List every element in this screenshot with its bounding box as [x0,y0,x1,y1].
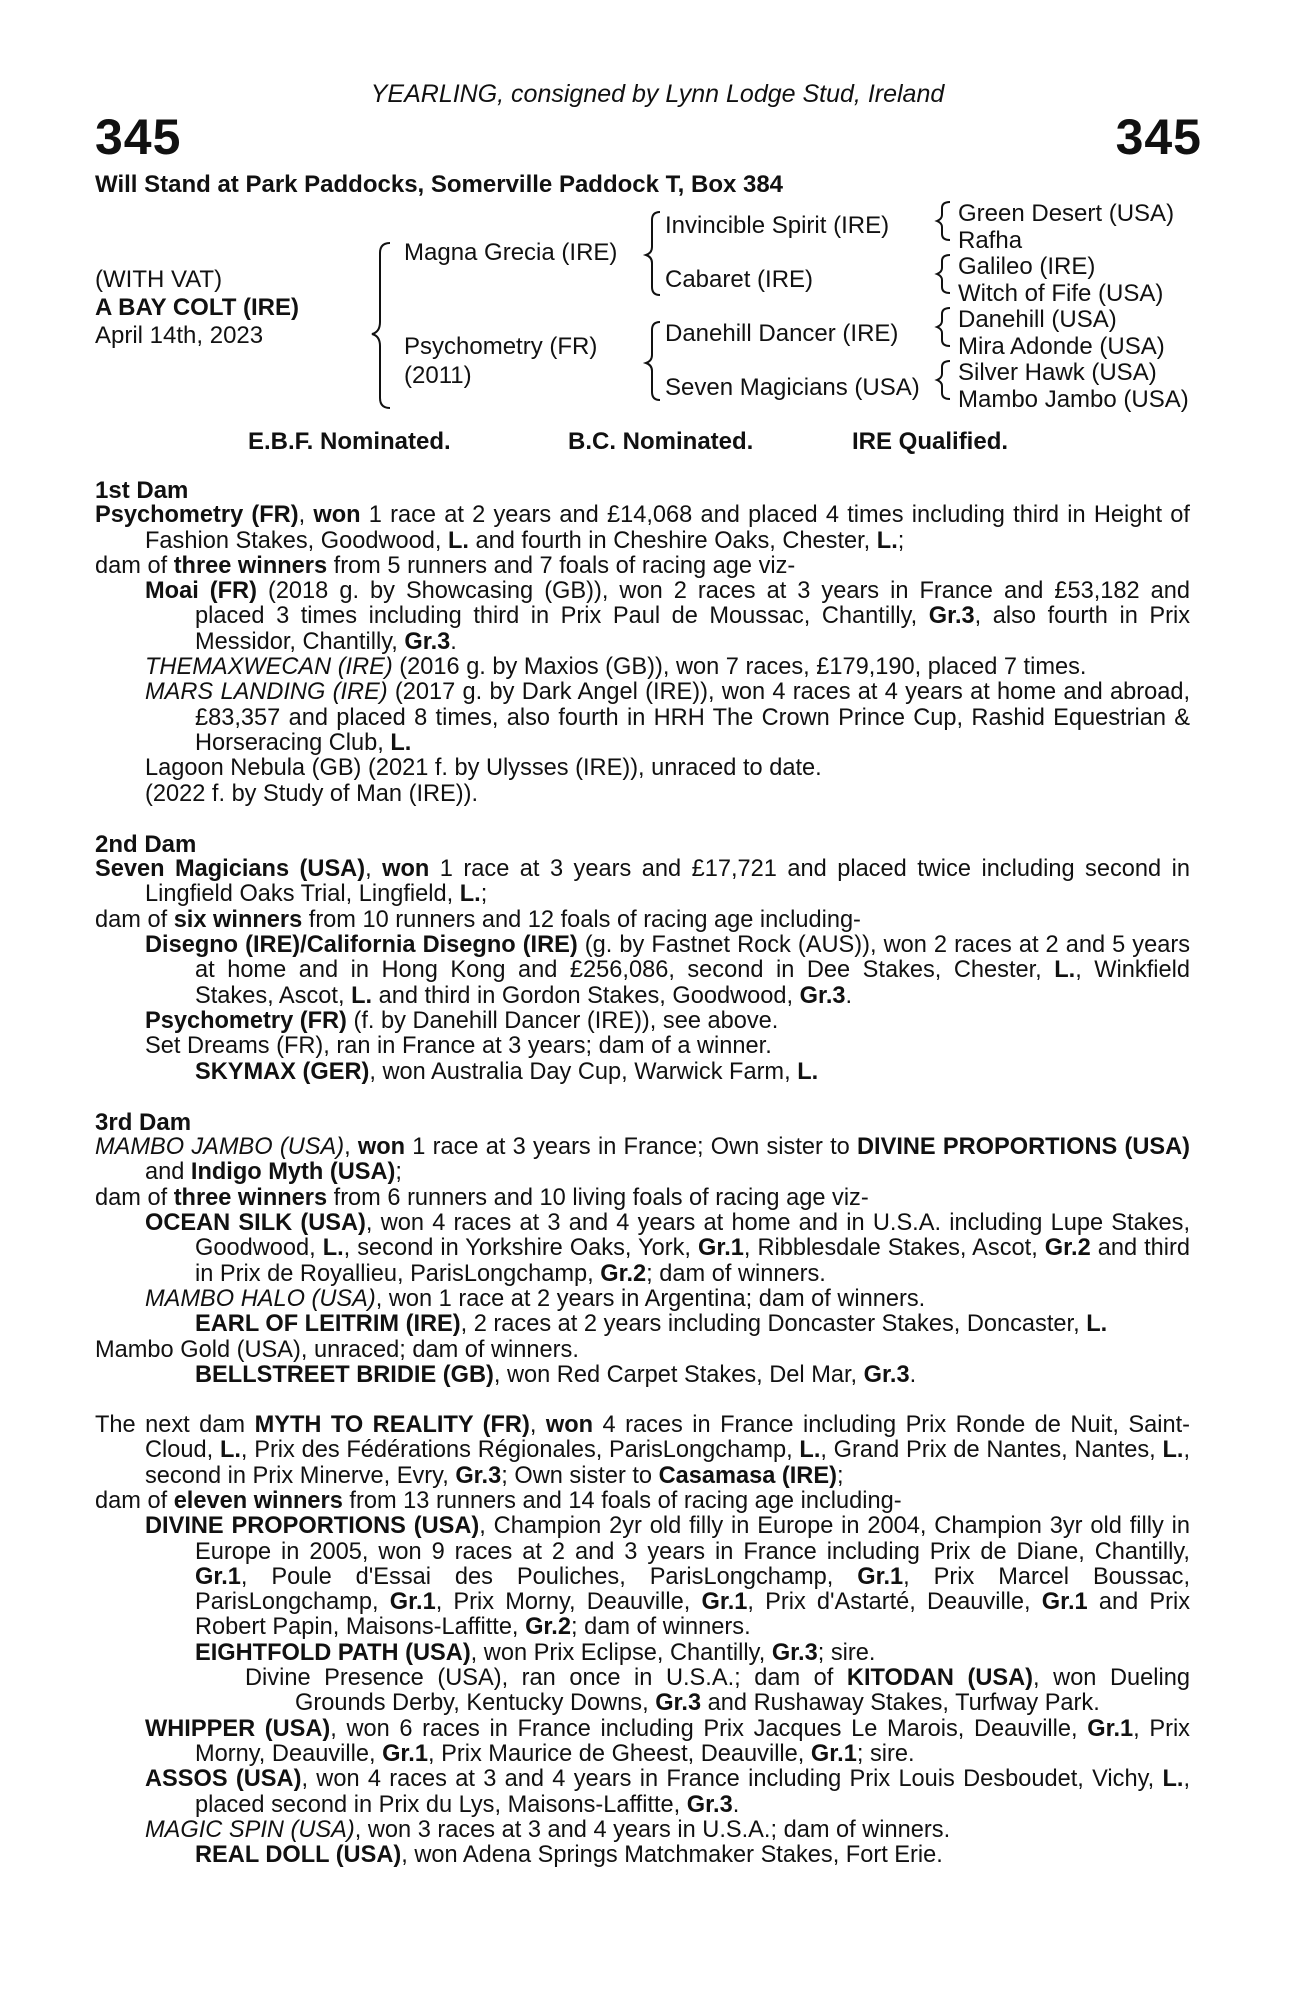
produce-entry [95,1363,1190,1388]
produce-name: EARL OF LEITRIM (IRE) [195,1311,461,1338]
record-text: . [845,982,853,1009]
record-text: (f. by Danehill Dancer (IRE)), see above. [346,1007,779,1034]
dam-dam: Seven Magicians (USA) [665,374,920,401]
listed-label: L. [390,729,412,756]
listed-label: L. [1162,1766,1184,1793]
record-text: , Winkfield Stakes, Ascot, [195,957,1191,1009]
record-text: , Poule d'Essai des Pouliches, ParisLongchamp, [240,1563,858,1590]
record-text: . [909,1361,917,1388]
record-text: (2017 g. by Dark Angel (IRE)), won 4 races at 4 years at home and abroad, £83,357 and placed 8 times, also fourth in HRH The Crown Prince Cup, Rashid Equestrian & Horseracing Club, [195,679,1191,756]
winners-count: six winners [173,906,303,933]
record-text: . [450,628,457,655]
record-text: . [732,1791,740,1818]
record-text: , won 1 race at 2 years in Argentina; dam of winners. [375,1285,926,1312]
first-dam-record: Psychometry (FR), won 1 race at 2 years and £14,068 and placed 4 times including third in Height of Fashion Stakes, Goodwood, L. and fourth in Cheshire Oaks, Chester, L.; [95,502,1190,554]
produce-entry [95,680,1190,756]
record-text: , Grand Prix de Nantes, Nantes, [820,1437,1163,1464]
produce-name: Psychometry (FR) [145,1007,347,1034]
won-label: won [313,502,361,529]
record-text: ; [395,1159,402,1186]
produce-entry: Lagoon Nebula (GB) (2021 f. by Ulysses (IRE)), unraced to date. [145,755,822,782]
produce-name: MAGIC SPIN (USA) [145,1816,355,1843]
produce-name: DIVINE PROPORTIONS (USA) [145,1513,480,1540]
group-label: Gr.1 [810,1740,857,1767]
record-text: from 13 runners and 14 foals of racing age including- [342,1487,902,1514]
record-text: ; dam of winners. [646,1260,826,1287]
listed-label: L. [459,881,481,908]
record-text: and Prix Robert Papin, Maisons-Laffitte, [195,1589,1191,1641]
winners-count: three winners [173,552,328,579]
record-text: and third in Prix de Royallieu, ParisLongchamp, [195,1235,1191,1287]
record-text: , won 4 races at 3 and 4 years at home and in U.S.A. including Lupe Stakes, Goodwood, [195,1210,1190,1262]
ancestor-5: Danehill (USA) [958,306,1117,333]
group-label: Gr.3 [863,1361,910,1388]
record-text: (g. by Fastnet Rock (AUS)), won 2 races at 2 and 5 years at home and in Hong Kong and £256,086, second in Dee Stakes, Chester, [195,932,1190,984]
dam-year: (2011) [404,362,472,389]
listed-label: L. [799,1437,821,1464]
brace-g3 [937,308,950,346]
brace-sire [646,212,660,295]
record-text: and Rushaway Stakes, Turfway Park. [701,1690,1100,1717]
lot-number-left: 345 [95,109,182,165]
produce-entry [95,1767,1190,1818]
sire-dam: Cabaret (IRE) [665,266,814,293]
record-text: ; [897,527,905,554]
next-dam-name: MYTH TO REALITY (FR) [254,1412,530,1439]
produce-name: THEMAXWECAN (IRE) [145,654,393,681]
record-text: from 10 runners and 12 foals of racing age including- [302,906,861,933]
record-text: dam of [95,906,174,933]
group-label: Gr.3 [799,982,846,1009]
produce-entry [95,1843,1190,1868]
listed-label: L. [1054,957,1076,984]
record-text: 4 races in France including Prix Ronde de Nuit, Saint-Cloud, [145,1412,1190,1464]
record-text: (2016 g. by Maxios (GB)), won 7 races, £179,190, placed 7 times. [392,654,1087,681]
record-text: and fourth in Cheshire Oaks, Chester, [468,527,877,554]
won-label: won [382,856,430,883]
produce-entry [95,1641,1190,1666]
brace-main [372,243,390,408]
first-dam-heading: 1st Dam [95,477,189,504]
record-text: , won Adena Springs Matchmaker Stakes, Fort Erie. [401,1842,943,1869]
group-label: Gr.1 [382,1740,428,1767]
group-label: Gr.2 [600,1260,647,1287]
produce-entry [95,1211,1190,1287]
listed-label: L. [219,1437,241,1464]
record-text: , Prix d'Astarté, Deauville, [747,1589,1042,1616]
record-text: 1 race at 3 years and £17,721 and placed twice including second in Lingfield Oaks Trial, Lingfield, [145,856,1190,908]
produce-entry [95,1009,1190,1034]
group-label: Gr.1 [389,1589,436,1616]
record-text: and [145,1159,191,1186]
group-label: Gr.3 [455,1462,502,1489]
ire-qualified: IRE Qualified. [852,428,1009,455]
record-text: dam of [95,1487,174,1514]
ancestor-6: Mira Adonde (USA) [958,333,1165,360]
record-text: ; Own sister to [501,1462,659,1489]
record-text: (2018 g. by Showcasing (GB)), won 2 races at 3 years in France and £53,182 and placed 3 times including third in Prix Paul de Moussac, Chantilly, [195,578,1191,630]
horse-name: A BAY COLT (IRE) [95,294,300,321]
produce-name: OCEAN SILK (USA) [145,1210,366,1237]
record-text: ; [836,1462,844,1489]
record-text: ; [480,881,488,908]
group-label: Gr.2 [525,1614,571,1641]
record-text: , won Dueling Grounds Derby, Kentucky Downs, [295,1665,1190,1717]
produce-name: REAL DOLL (USA) [195,1842,402,1869]
group-label: Gr.1 [857,1563,904,1590]
record-text: 1 race at 3 years in France; Own sister to [405,1134,857,1161]
next-dam-produce-summary [95,1489,1190,1514]
second-dam-record: Seven Magicians (USA), won 1 race at 3 years and £17,721 and placed twice including second in Lingfield Oaks Trial, Lingfield, L.; [95,856,1190,908]
group-label: Gr.1 [1041,1589,1088,1616]
produce-name: ASSOS (USA) [145,1766,302,1793]
listed-label: L. [1086,1311,1108,1338]
record-text: The next dam [95,1412,255,1439]
record-text: from 5 runners and 7 foals of racing age viz- [327,552,796,579]
vat-label: (WITH VAT) [95,266,223,293]
record-text: Divine Presence (USA), ran once in U.S.A.; dam of [245,1665,847,1692]
group-label: Gr.1 [195,1563,241,1590]
lot-number-right: 345 [1115,109,1202,165]
record-text: , Prix Marcel Boussac, ParisLongchamp, [195,1563,1190,1616]
record-text: , Prix des Fédérations Régionales, ParisLongchamp, [240,1437,800,1464]
second-dam-produce-summary [95,908,1190,933]
listed-label: L. [447,527,469,554]
third-dam-heading: 3rd Dam [95,1108,192,1136]
third-dam-name: MAMBO JAMBO (USA) [95,1134,345,1161]
record-text: , won Red Carpet Stakes, Del Mar, [493,1361,864,1388]
pedigree-notes [95,478,1190,1868]
produce-entry: (2022 f. by Study of Man (IRE)). [145,780,479,807]
group-label: Gr.3 [771,1639,818,1666]
produce-name: BELLSTREET BRIDIE (GB) [195,1361,494,1388]
produce-entry [95,1287,1190,1312]
produce-name: SKYMAX (GER) [195,1058,370,1085]
record-text: , Prix Morny, Deauville, [195,1715,1190,1767]
group-label: Gr.1 [1087,1715,1134,1742]
ancestor-4: Witch of Fife (USA) [958,280,1164,307]
ancestor-2: Rafha [958,227,1023,254]
produce-entry [95,1312,1190,1337]
dam-name: Psychometry (FR) [404,333,598,360]
produce-entry: Mambo Gold (USA), unraced; dam of winners. [95,1336,579,1363]
produce-entry [95,1717,1190,1768]
group-label: Gr.2 [1044,1235,1091,1262]
group-label: Gr.1 [701,1589,748,1616]
produce-name: WHIPPER (USA) [145,1715,331,1742]
ancestor-7: Silver Hawk (USA) [958,359,1157,386]
record-text: , won 4 races at 3 and 4 years in France including Prix Louis Desboudet, Vichy, [301,1766,1163,1793]
listed-label: L. [351,982,373,1009]
record-text: , Champion 2yr old filly in Europe in 2004, Champion 3yr old filly in Europe in 2005, won 9 races at 2 and 3 years in France including Prix de Diane, Chantilly, [195,1513,1190,1565]
sire-sire: Invincible Spirit (IRE) [665,212,890,239]
record-text: dam of [95,1184,174,1211]
group-label: Gr.3 [928,603,975,630]
winners-count: eleven winners [173,1487,343,1514]
next-dam-record: The next dam MYTH TO REALITY (FR), won 4 races in France including Prix Ronde de Nuit, Saint-Cloud, L., Prix des Fédérations Régionales, ParisLongchamp, L., Grand Prix de Nantes, Nantes, L., second in Prix Minerve, Evry, Gr.3; Own sister to Casamasa (IRE); [95,1412,1190,1489]
record-text: , won 6 races in France including Prix Jacques Le Marois, Deauville, [330,1715,1088,1742]
produce-name: Moai (FR) [145,578,257,605]
record-text: , Prix Morny, Deauville, [435,1589,702,1616]
second-dam-name: Seven Magicians (USA) [95,856,366,883]
stand-location: Will Stand at Park Paddocks, Somerville Paddock T, Box 384 [95,171,784,198]
record-text: , second in Prix Minerve, Evry, [145,1437,1190,1489]
group-label: Gr.3 [404,628,451,655]
produce-entry [95,579,1190,655]
produce-name: MAMBO HALO (USA) [145,1285,376,1312]
record-text: , won 3 races at 3 and 4 years in U.S.A.; dam of winners. [354,1816,951,1843]
produce-name: EIGHTFOLD PATH (USA) [195,1639,471,1666]
brace-dam [646,322,660,400]
sister-name: DIVINE PROPORTIONS (USA) [857,1134,1190,1161]
produce-entry [95,1818,1190,1843]
record-text: , Ribblesdale Stakes, Ascot, [743,1235,1045,1262]
foaling-date: April 14th, 2023 [95,322,264,349]
group-label: Gr.3 [686,1791,733,1818]
record-text: from 6 runners and 10 living foals of racing age viz- [327,1184,869,1211]
record-text: ; dam of winners. [570,1614,751,1641]
record-text: , won Prix Eclipse, Chantilly, [470,1639,772,1666]
first-dam-name: Psychometry (FR) [95,502,299,529]
dam-sire: Danehill Dancer (IRE) [665,320,899,347]
produce-name: KITODAN (USA) [846,1665,1034,1692]
ancestor-8: Mambo Jambo (USA) [958,386,1189,413]
ancestor-3: Galileo (IRE) [958,253,1096,280]
produce-name: MARS LANDING (IRE) [145,679,388,706]
first-dam-produce-summary [95,554,1190,579]
sister-name: Casamasa (IRE) [658,1462,837,1489]
record-text: , also fourth in Prix Messidor, Chantilly, [195,603,1190,655]
record-text: ; sire. [817,1639,876,1666]
third-dam-produce-summary [95,1186,1190,1211]
produce-entry [95,1666,1190,1717]
record-text: , placed second in Prix du Lys, Maisons-Laffitte, [195,1766,1191,1818]
produce-name: Disegno (IRE)/California Disegno (IRE) [145,932,578,959]
record-text: , second in Yorkshire Oaks, York, [343,1235,698,1262]
produce-entry [95,655,1190,680]
record-text: and third in Gordon Stakes, Goodwood, [372,982,800,1009]
record-text: ; sire. [856,1740,915,1767]
record-text: , won Australia Day Cup, Warwick Farm, [369,1058,798,1085]
won-label: won [357,1134,406,1161]
winners-count: three winners [173,1184,328,1211]
listed-label: L. [797,1058,819,1085]
group-label: Gr.1 [697,1235,744,1262]
brace-g2 [937,255,950,293]
record-text: , Prix Maurice de Gheest, Deauville, [428,1740,811,1767]
brace-g1 [937,202,950,240]
listed-label: L. [876,527,898,554]
ancestor-1: Green Desert (USA) [958,200,1175,227]
sire-name: Magna Grecia (IRE) [404,239,618,266]
produce-entry: Set Dreams (FR), ran in France at 3 years; dam of a winner. [145,1033,772,1060]
ebf-nominated: E.B.F. Nominated. [248,428,451,455]
sister-name: Indigo Myth (USA) [190,1159,396,1186]
bc-nominated: B.C. Nominated. [568,428,754,455]
listed-label: L. [1162,1437,1184,1464]
group-label: Gr.3 [655,1690,702,1717]
produce-entry [95,933,1190,1009]
produce-entry [95,1060,1190,1085]
third-dam-record: MAMBO JAMBO (USA), won 1 race at 3 years in France; Own sister to DIVINE PROPORTIONS (USA) and Indigo Myth (USA); [95,1134,1190,1186]
won-label: won [545,1412,594,1439]
record-text: , 2 races at 2 years including Doncaster Stakes, Doncaster, [460,1311,1087,1338]
record-text: 1 race at 2 years and £14,068 and placed 4 times including third in Height of Fashion Stakes, Goodwood, [145,502,1190,554]
brace-g4 [937,361,950,399]
second-dam-heading: 2nd Dam [95,830,197,858]
listed-label: L. [322,1235,344,1262]
record-text: dam of [95,552,174,579]
produce-entry [95,1514,1190,1640]
consignor-line: YEARLING, consigned by Lynn Lodge Stud, Ireland [370,80,945,108]
